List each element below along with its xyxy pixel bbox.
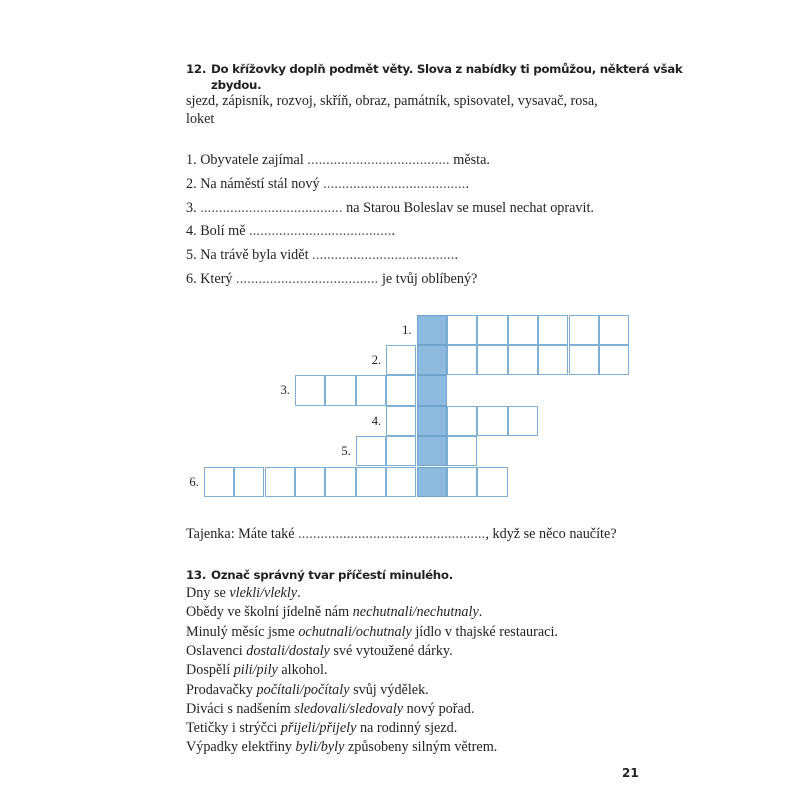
sentence-text: alkohol. — [277, 662, 328, 679]
crossword-cell[interactable] — [477, 345, 507, 375]
sentence-text: Dospělí — [186, 662, 234, 679]
verb-choice[interactable]: nechutnali/nechutnaly — [352, 604, 479, 621]
crossword-cell[interactable] — [538, 345, 568, 375]
tajenka-label: Tajenka: Máte také — [186, 526, 299, 542]
choice-sentence — [186, 701, 474, 718]
crossword-row-label: 3. — [280, 383, 290, 398]
crossword-cell[interactable] — [386, 467, 416, 497]
crossword-row-label: 5. — [341, 444, 351, 459]
sentence-text: . — [465, 176, 470, 192]
crossword-cell[interactable] — [386, 406, 416, 436]
sentence-text: své vytoužené dárky. — [329, 642, 453, 659]
crossword-cell[interactable] — [295, 375, 325, 405]
crossword-cell[interactable] — [447, 467, 477, 497]
crossword-cell[interactable] — [477, 315, 507, 345]
sentence-text: Prodavačky — [186, 681, 257, 698]
crossword-cell[interactable] — [356, 436, 386, 466]
crossword-cell[interactable] — [508, 406, 538, 436]
crossword-cell[interactable] — [295, 467, 325, 497]
crossword-cell[interactable] — [265, 467, 295, 497]
task-12-instruction-line1: Do křížovky doplň podmět věty. Slova z nabídky ti pomůžou, některá však — [211, 62, 683, 76]
sentence-text: . — [478, 604, 483, 621]
task-13-number: 13. — [186, 568, 206, 582]
crossword-cell[interactable] — [599, 345, 629, 375]
choice-sentence — [186, 643, 453, 660]
crossword-cell[interactable] — [325, 375, 355, 405]
crossword-cell[interactable] — [447, 406, 477, 436]
tajenka-line — [186, 526, 617, 543]
sentence-text: Výpadky elektřiny — [186, 739, 296, 756]
tajenka-text: , když se něco naučíte? — [485, 526, 617, 542]
crossword-cell[interactable] — [447, 436, 477, 466]
sentence-text: Dny se — [186, 585, 230, 601]
answer-blank[interactable]: ...................................... — [200, 200, 343, 216]
sentence-text: na Starou Boleslav se musel nechat opravit. — [342, 200, 594, 216]
sentence-text: Minulý měsíc jsme — [186, 623, 299, 640]
sentence-text: 2. Na náměstí stál nový — [186, 176, 324, 192]
crossword-cell[interactable] — [477, 406, 507, 436]
answer-blank[interactable]: ...................................... — [249, 223, 392, 239]
crossword-cell[interactable] — [356, 467, 386, 497]
sentence-text: nový pořad. — [403, 700, 475, 717]
answer-blank[interactable]: ...................................... — [323, 176, 466, 192]
choice-sentence — [186, 739, 497, 756]
crossword-cell-tajenka[interactable] — [417, 436, 447, 466]
choice-sentence — [186, 585, 301, 602]
verb-choice[interactable]: ochutnali/ochutnaly — [298, 623, 412, 640]
crossword-cell[interactable] — [234, 467, 264, 497]
sentence-text: jídlo v thajské restauraci. — [411, 623, 558, 640]
crossword-cell[interactable] — [386, 375, 416, 405]
crossword-cell-tajenka[interactable] — [417, 315, 447, 345]
sentence-text: na rodinný sjezd. — [356, 720, 458, 737]
choice-sentence — [186, 624, 558, 641]
choice-sentence — [186, 604, 482, 621]
verb-choice[interactable]: přijeli/přijely — [280, 720, 357, 737]
task-13-instruction: Označ správný tvar příčestí minulého. — [211, 568, 453, 582]
crossword-cell[interactable] — [599, 315, 629, 345]
sentence-text: 1. Obyvatele zajímal — [186, 152, 308, 168]
sentence-text: svůj výdělek. — [349, 681, 429, 698]
verb-choice[interactable]: pili/pily — [233, 662, 278, 679]
crossword-cell[interactable] — [538, 315, 568, 345]
crossword-row-label: 2. — [371, 352, 382, 367]
sentence-text: Oslavenci — [186, 642, 247, 659]
crossword-cell[interactable] — [386, 345, 416, 375]
crossword-cell-tajenka[interactable] — [417, 467, 447, 497]
word-bank-line2: loket — [186, 111, 215, 127]
crossword-cell-tajenka[interactable] — [417, 345, 447, 375]
page-number: 21 — [622, 766, 639, 780]
crossword-cell[interactable] — [356, 375, 386, 405]
sentence-text: . — [297, 585, 301, 601]
verb-choice[interactable]: počítali/počítaly — [256, 681, 350, 698]
word-bank-line1: sjezd, zápisník, rozvoj, skříň, obraz, památník, spisovatel, vysavač, rosa, — [186, 93, 598, 109]
sentence-text: . — [391, 223, 395, 239]
crossword-cell[interactable] — [447, 345, 477, 375]
crossword-cell[interactable] — [508, 315, 538, 345]
answer-blank[interactable]: ...................................... — [307, 152, 450, 168]
task-12-number: 12. — [186, 62, 206, 76]
sentence-text: 6. Který — [186, 271, 237, 287]
sentence-text: Obědy ve školní jídelně nám — [186, 604, 353, 621]
crossword-row-label: 1. — [402, 322, 412, 337]
choice-sentence — [186, 662, 327, 679]
verb-choice[interactable]: byli/byly — [295, 739, 345, 756]
answer-blank[interactable]: ...................................... — [236, 271, 379, 287]
crossword-row-label: 6. — [189, 474, 199, 489]
verb-choice[interactable]: dostali/dostaly — [246, 642, 330, 659]
crossword-cell-tajenka[interactable] — [417, 406, 447, 436]
crossword-cell[interactable] — [569, 345, 599, 375]
sentence-text: 4. Bolí mě — [186, 223, 250, 239]
sentence-text: způsobeny silným větrem. — [344, 739, 498, 756]
choice-sentence — [186, 720, 457, 737]
crossword-cell[interactable] — [477, 467, 507, 497]
crossword-cell[interactable] — [204, 467, 234, 497]
crossword-cell[interactable] — [508, 345, 538, 375]
answer-blank[interactable]: ...................................... — [312, 247, 455, 263]
task-12-instruction-line2: zbydou. — [211, 78, 262, 92]
crossword-cell[interactable] — [386, 436, 416, 466]
crossword-cell[interactable] — [447, 315, 477, 345]
crossword-cell[interactable] — [325, 467, 355, 497]
verb-choice[interactable]: sledovali/sledovaly — [294, 700, 404, 717]
choice-sentence — [186, 682, 429, 699]
sentence-text: města. — [449, 152, 490, 168]
sentence-text: . — [454, 247, 459, 263]
tajenka-blank[interactable]: .................................................. — [298, 526, 486, 542]
crossword-row-label: 4. — [371, 413, 382, 428]
sentence-text: Diváci s nadšením — [186, 700, 295, 717]
sentence-text: je tvůj oblíbený? — [378, 271, 478, 287]
sentence-text: 3. — [186, 200, 201, 216]
verb-choice[interactable]: vlekli/vlekly — [229, 585, 298, 601]
crossword-cell-tajenka[interactable] — [417, 375, 447, 405]
sentence-text: 5. Na trávě byla vidět — [186, 247, 313, 263]
sentence-text: Tetičky i strýčci — [186, 720, 281, 737]
crossword-cell[interactable] — [569, 315, 599, 345]
